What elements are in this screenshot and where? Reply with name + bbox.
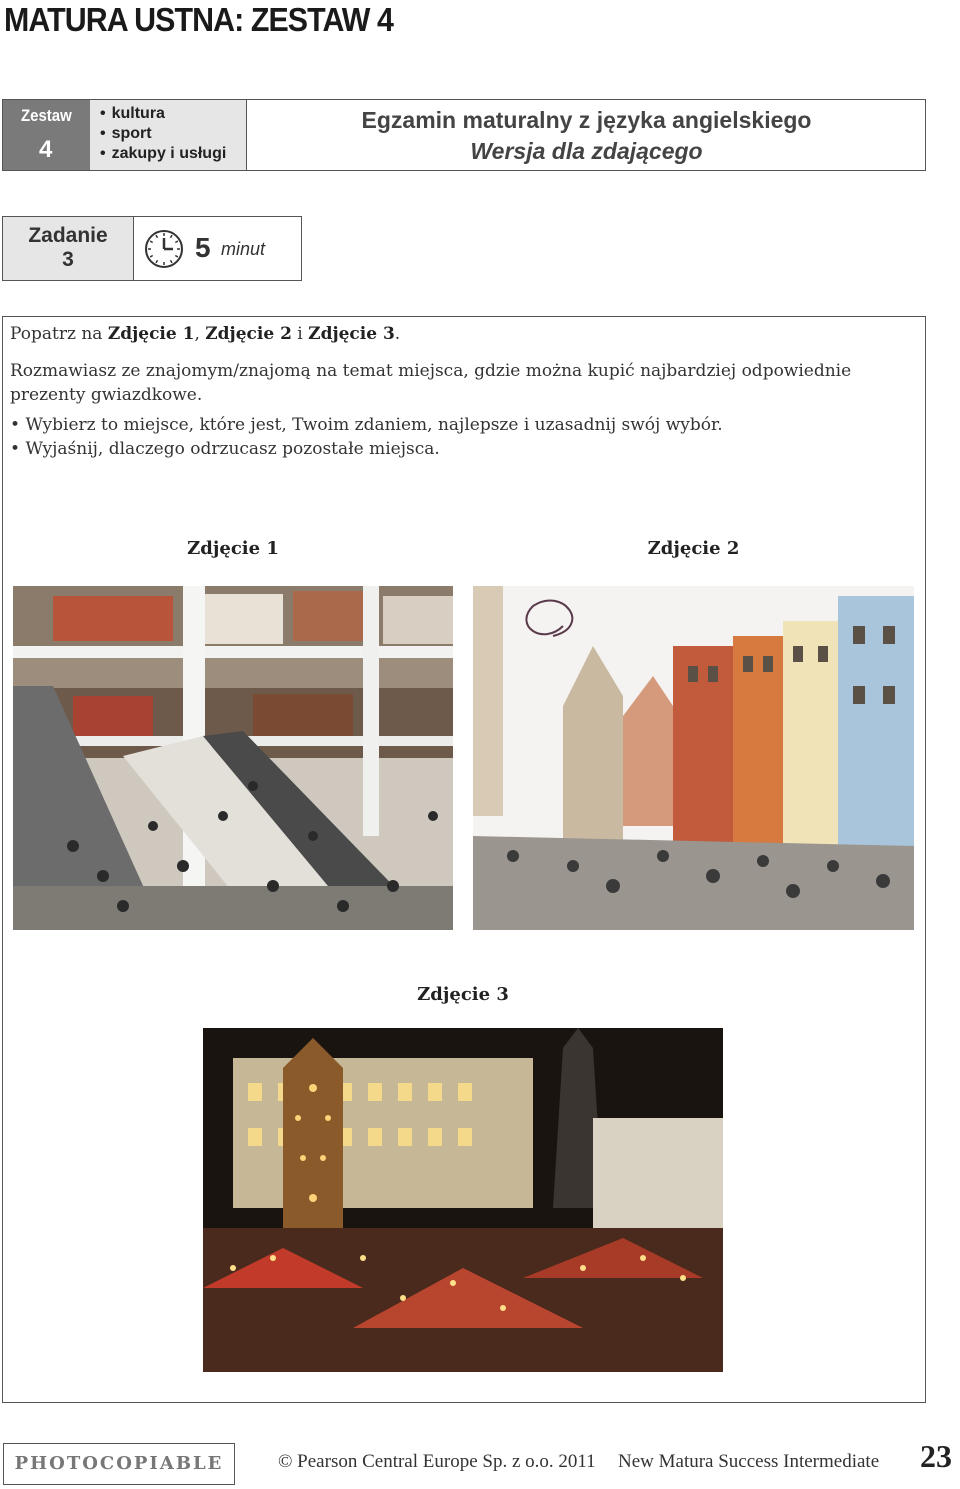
photo-old-town-street — [473, 586, 914, 930]
page-title: MATURA USTNA: ZESTAW 4 — [4, 1, 394, 38]
photo1-ref: Zdjęcie 1 — [107, 324, 195, 344]
photocopiable-badge — [3, 1443, 235, 1485]
instruction-bullet: • Wybierz to miejsce, które jest, Twoim zdaniem, najlepsze i uzasadnij swój wybór. — [10, 415, 723, 435]
photo-1-label: Zdjęcie 1 — [187, 538, 279, 559]
time-unit: minut — [221, 239, 266, 259]
book-title: New Matura Success Intermediate — [618, 1451, 880, 1472]
topic-item: • sport — [100, 124, 246, 144]
photo3-ref: Zdjęcie 3 — [308, 324, 395, 344]
photo-shopping-mall — [13, 586, 453, 930]
zestaw-label: Zestaw — [21, 106, 72, 125]
instruction-look-prefix: Popatrz na — [10, 324, 108, 344]
topic-item: • zakupy i usługi — [100, 144, 246, 164]
exam-title-cell — [248, 100, 925, 170]
clock-icon — [144, 229, 184, 269]
page-number: 23 — [920, 1438, 952, 1474]
instruction-bullet: • Wyjaśnij, dlaczego odrzucasz pozostałe miejsca. — [10, 439, 440, 459]
instruction-look-suffix: . — [394, 324, 401, 344]
separator: , — [194, 324, 206, 344]
topics-list — [90, 100, 247, 170]
time-value: 5 — [195, 232, 211, 263]
photocopiable-label: PHOTOCOPIABLE — [14, 1453, 224, 1474]
task-label: Zadanie — [28, 224, 108, 247]
exam-title: Egzamin maturalny z języka angielskiego — [361, 107, 812, 133]
instruction-paragraph: Rozmawiasz ze znajomym/znajomą na temat miejsca, gdzie można kupić najbardziej odpowiednie prezenty gwiazdkowe. — [10, 361, 852, 405]
photo-3-label: Zdjęcie 3 — [417, 984, 509, 1005]
task-label-cell — [3, 217, 134, 280]
task-box — [2, 216, 302, 281]
photo2-ref: Zdjęcie 2 — [205, 324, 292, 344]
separator: i — [291, 324, 309, 344]
copyright-text: © Pearson Central Europe Sp. z o.o. 2011 — [278, 1451, 596, 1472]
photo-christmas-market — [203, 1028, 723, 1372]
topic-item: • kultura — [100, 104, 246, 124]
exam-version: Wersja dla zdającego — [470, 138, 703, 164]
exam-header — [2, 99, 926, 171]
photo-2-label: Zdjęcie 2 — [647, 538, 740, 559]
zestaw-cell — [3, 100, 90, 170]
instruction-look — [10, 322, 915, 346]
task-number: 3 — [62, 248, 74, 271]
zestaw-number: 4 — [39, 136, 53, 163]
